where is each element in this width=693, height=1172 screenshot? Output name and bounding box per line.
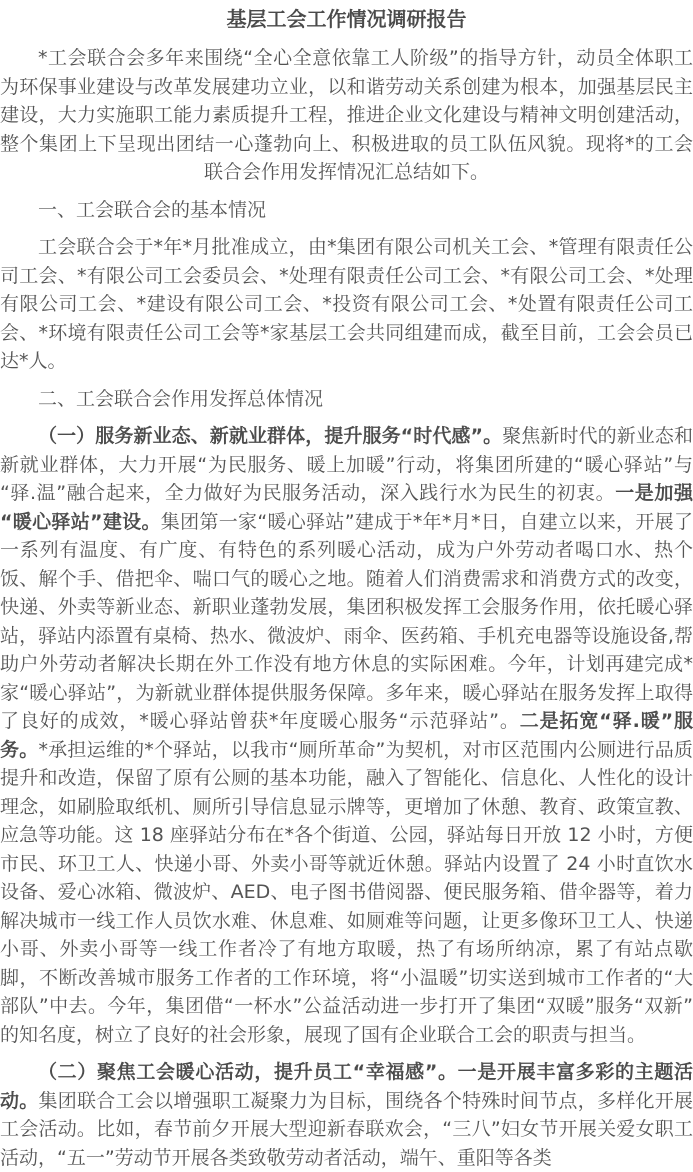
bold-lead-run: 二是拓宽“驿.暖”服务。 xyxy=(0,710,693,761)
bold-lead-run: （二）聚焦工会暖心活动，提升员工“幸福感”。 xyxy=(38,1061,458,1083)
subsection-1-paragraph xyxy=(0,422,693,1049)
text-run: *工会联合会多年来围绕“全心全意依靠工人阶级”的指导方针，动员全体职工为环保事业建设与改革发展建功立业，以和谐劳动关系创建为根本，加强基层民主建设，大力实施职工能力素质提升工程，推进企业文化建设与精神文明创建活动，整个集团上下呈现出团结一心蓬勃向上、积极进取的员工队伍风貌。现将*的工会联合会作用发挥情况汇总结如下。 xyxy=(0,47,693,183)
text-run: *承担运维的*个驿站，以我市“厕所革命”为契机，对市区范围内公厕进行品质提升和改造，保留了原有公厕的基本功能，融入了智能化、信息化、人性化的设计理念，如刷脸取纸机、厕所引导信息显示牌等，更增加了休憩、教育、政策宣教、应急等功能。这 18 座驿站分布在*各个街道、公园，驿站每日开放 12 小时，方便市民、环卫工人、快递小哥、外卖小哥等就近休憩。驿站内设置了 24 小时直饮水设备、爱心冰箱、微波炉、AED、电子图书借阅器、便民服务箱、借伞器等，着力解决城市一线工作人员饮水难、休息难、如厕难等问题，让更多像环卫工人、快递小哥、外卖小哥等一线工作者冷了有地方取暖，热了有场所纳凉，累了有站点歇脚，不断改善城市服务工作者的工作环境，将“小温暖”切实送到城市工作者的“大部队”中去。今年，集团借“一杯水”公益活动进一步打开了集团“双暖”服务“双新”的知名度，树立了良好的社会形象，展现了国有企业联合工会的职责与担当。 xyxy=(0,738,693,1046)
heading-text: 二、工会联合会作用发挥总体情况 xyxy=(38,387,324,410)
section-heading-1 xyxy=(0,196,693,225)
report-title: 基层工会工作情况调研报告 xyxy=(226,7,467,31)
text-run: 工会联合会于*年*月批准成立，由*集团有限公司机关工会、*管理有限责任公司工会、*有限公司工会委员会、*处理有限责任公司工会、*有限公司工会、*处理有限公司工会、*建设有限公司工会、*投资有限公司工会、*处置有限责任公司工会、*环境有限责任公司工会等*家基层工会共同组建而成，截至目前，工会会员已达*人。 xyxy=(0,236,693,372)
text-run: 聚焦新时代的新业态和新就业群体，大力开展“为民服务、暖上加暖”行动，将集团所建的“暖心驿站”与“驿.温”融合起来，全力做好为民服务活动，深入践行水为民生的初衷。 xyxy=(0,425,693,504)
subsection-2-paragraph xyxy=(0,1058,693,1172)
bold-lead-run: 一是开展丰富多彩的主题活动。 xyxy=(0,1061,693,1112)
heading-text: 一、工会联合会的基本情况 xyxy=(38,198,267,221)
text-run: 集团联合工会以增强职工凝聚力为目标，围绕各个特殊时间节点，多样化开展工会活动。比如，春节前夕开展大型迎新春联欢会，“三八”妇女节开展关爱女职工活动，“五一”劳动节开展各类致敬劳动者活动，端午、重阳等各类 xyxy=(0,1089,693,1169)
intro-paragraph xyxy=(0,44,693,187)
report-document xyxy=(0,4,693,1172)
section-heading-2 xyxy=(0,385,693,414)
bold-lead-run: 一是加强“暖心驿站”建设。 xyxy=(0,482,693,533)
text-run: 集团第一家“暖心驿站”建成于*年*月*日，自建立以来，开展了一系列有温度、有广度、有特色的系列暖心活动，成为户外劳动者喝口水、热个饭、解个手、借把伞、喘口气的暖心之地。随着人们消费需求和消费方式的改变，快递、外卖等新业态、新职业蓬勃发展，集团积极发挥工会服务作用，依托暖心驿站，驿站内添置有桌椅、热水、微波炉、雨伞、医药箱、手机充电器等设施设备,帮助户外劳动者解决长期在外工作没有地方休息的实际困难。今年，计划再建完成*家“暖心驿站”，为新就业群体提供服务保障。多年来，暖心驿站在服务发挥上取得了良好的成效，*暖心驿站曾获*年度暖心服务“示范驿站”。 xyxy=(0,510,693,732)
basic-info-paragraph xyxy=(0,233,693,376)
bold-lead-run: （一）服务新业态、新就业群体，提升服务“时代感”。 xyxy=(38,425,503,447)
